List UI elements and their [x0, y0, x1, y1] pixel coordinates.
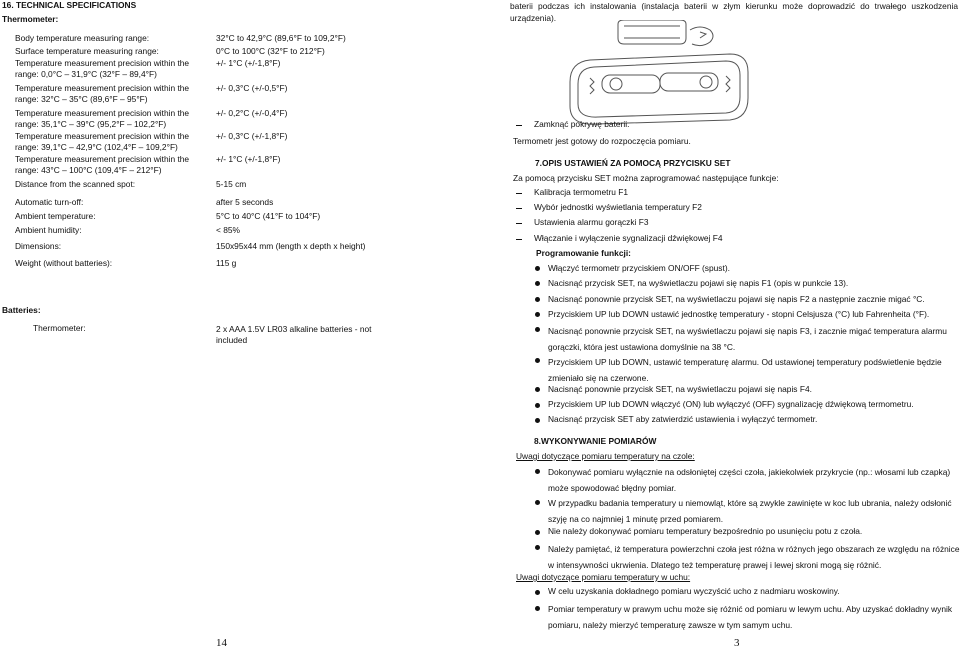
spec-value: +/- 1°C (+/-1,8°F) [216, 154, 281, 164]
spec-value: +/- 0,3°C (+/-1,8°F) [216, 131, 288, 141]
bullet-dot [535, 469, 540, 474]
list-item: Przyciskiem UP lub DOWN, ustawić temperaturę alarmu. Od ustawionej temperatury podświetlenie będzie zmieniało się na czerwone. [548, 357, 942, 383]
spec-label: Distance from the scanned spot: [15, 179, 136, 189]
spec-label: Temperature measurement precision within the range: 35,1°C – 39°C (95,2°F – 102,2°F) [15, 108, 190, 129]
section8-title: 8.WYKONYWANIE POMIARÓW [534, 436, 657, 446]
spec-value: 5-15 cm [216, 179, 247, 189]
spec-label: Temperature measurement precision within the range: 39,1°C – 42,9°C (102,4°F – 109,2°F) [15, 131, 190, 152]
spec-value: 150x95x44 mm (length x depth x height) [216, 241, 366, 251]
dash-bullet [516, 208, 522, 209]
spec-label: Temperature measurement precision within the range: 43°C – 100°C (109,4°F – 212°F) [15, 154, 190, 175]
list-item: Włączyć termometr przyciskiem ON/OFF (spust). [548, 263, 730, 273]
spec-value: 32°C to 42,9°C (89,6°F to 109,2°F) [216, 33, 346, 43]
bullet-dot [535, 297, 540, 302]
bullet-dot [535, 418, 540, 423]
list-item: Przyciskiem UP lub DOWN włączyć (ON) lub wyłączyć (OFF) sygnalizację dźwiękową termometru. [548, 399, 914, 409]
bullet-dot [535, 590, 540, 595]
bullet-dot [535, 266, 540, 271]
spec-value: < 85% [216, 225, 240, 235]
bullet-dot [535, 606, 540, 611]
list-item: Wybór jednostki wyświetlania temperatury F2 [534, 202, 702, 212]
spec-label: Surface temperature measuring range: [15, 46, 159, 56]
spec-label: Ambient humidity: [15, 225, 82, 235]
list-item: Nacisnąć ponownie przycisk SET, na wyświetlaczu pojawi się napis F4. [548, 384, 812, 394]
thermometer-title: Thermometer: [2, 14, 59, 24]
spec-value: 5°C to 40°C (41°F to 104°F) [216, 211, 321, 221]
programming-title: Programowanie funkcji: [536, 248, 631, 258]
intro-text: baterii podczas ich instalowania (instalacja baterii w złym kierunku może doprowadzić do trwałego uszkodzenia urządzenia). [510, 1, 958, 23]
page-number: 3 [734, 637, 740, 649]
bullet-dot [535, 312, 540, 317]
list-item: Nacisnąć przycisk SET, na wyświetlaczu pojawi się napis F1 (opis w punkcie 13). [548, 278, 849, 288]
spec-value: +/- 1°C (+/-1,8°F) [216, 58, 281, 68]
list-item: Pomiar temperatury w prawym uchu może się różnić od pomiaru w lewym uchu. Aby uzyskać dokładny wynik pomiaru, należy mierzyć temperaturę zawsze w tym samym uchu. [548, 604, 953, 630]
bullet-dot [535, 403, 540, 408]
bullet-dot [535, 530, 540, 535]
bullet-dot [535, 500, 540, 505]
section7-title: 7.OPIS USTAWIEŃ ZA POMOCĄ PRZYCISKU SET [535, 158, 731, 168]
list-item: Nacisnąć ponownie przycisk SET, na wyświetlaczu pojawi się napis F3, i zacznie migać temperatura alarmu gorączki, która jest ustawiona domyślnie na 38 °C. [548, 326, 947, 352]
list-item: Nie należy dokonywać pomiaru temperatury bezpośrednio po usunięciu potu z czoła. [548, 526, 863, 536]
bullet-dot [535, 545, 540, 550]
bullet-dot [535, 358, 540, 363]
spec-value: +/- 0,3°C (+/-0,5°F) [216, 83, 288, 93]
spec-label: Weight (without batteries): [15, 258, 113, 268]
spec-label: Temperature measurement precision within the range: 32°C – 35°C (89,6°F – 95°F) [15, 83, 190, 104]
list-item: Nacisnąć ponownie przycisk SET, na wyświetlaczu pojawi się napis F2 a następnie zacznie migać °C. [548, 294, 925, 304]
forehead-notes-title: Uwagi dotyczące pomiaru temperatury na czole: [516, 451, 695, 461]
page-number: 14 [216, 637, 227, 649]
list-item: Nacisnąć przycisk SET aby zatwierdzić ustawienia i wyłączyć termometr. [548, 414, 818, 424]
battery-compartment-illustration [560, 20, 760, 132]
spec-value: +/- 0,2°C (+/-0,4°F) [216, 108, 288, 118]
list-item: Dokonywać pomiaru wyłącznie na odsłoniętej części czoła, jakiekolwiek przykrycie (np.: włosami lub czapką) może spowodować błędny pomiar. [548, 467, 951, 493]
list-item: Należy pamiętać, iż temperatura powierzchni czoła jest różna w różnych jego obszarach ze względu na różnice w intensywności ukrwienia. Dlatego też temperaturę prawej i lewej skroni mogą się różnić. [548, 544, 960, 570]
spec-value: after 5 seconds [216, 197, 274, 207]
battery-label: Thermometer: [33, 323, 86, 333]
section7-intro: Za pomocą przycisku SET można zaprogramować następujące funkcje: [513, 173, 779, 183]
spec-label: Ambient temperature: [15, 211, 96, 221]
list-item: W celu uzyskania dokładnego pomiaru wyczyścić ucho z nadmiaru woskowiny. [548, 586, 840, 596]
section-title: 16. TECHNICAL SPECIFICATIONS [2, 0, 137, 10]
list-item: W przypadku badania temperatury u niemowląt, które są zwykle zawinięte w koc lub ubrania, należy odsłonić szyję na co najmniej 1 minutę przed pomiarem. [548, 498, 952, 524]
list-item: Przyciskiem UP lub DOWN ustawić jednostkę temperatury - stopni Celsjusza (°C) lub Fahrenheita (°F). [548, 309, 930, 319]
list-item: Kalibracja termometru F1 [534, 187, 629, 197]
batteries-title: Batteries: [2, 305, 41, 315]
battery-value: 2 x AAA 1.5V LR03 alkaline batteries - not included [216, 324, 372, 345]
dash-bullet [516, 193, 522, 194]
spec-value: 0°C to 100°C (32°F to 212°F) [216, 46, 325, 56]
spec-label: Dimensions: [15, 241, 62, 251]
dash-bullet [516, 223, 522, 224]
spec-label: Automatic turn-off: [15, 197, 84, 207]
spec-value: 115 g [216, 258, 237, 268]
ready-text: Termometr jest gotowy do rozpoczęcia pomiaru. [513, 136, 691, 146]
list-item: Ustawienia alarmu gorączki F3 [534, 217, 649, 227]
spec-label: Body temperature measuring range: [15, 33, 150, 43]
bullet-dot [535, 281, 540, 286]
spec-label: Temperature measurement precision within the range: 0,0°C – 31,9°C (32°F – 89,4°F) [15, 58, 190, 79]
bullet-dot [535, 327, 540, 332]
ear-notes-title: Uwagi dotyczące pomiaru temperatury w uchu: [516, 572, 691, 582]
dash-bullet [516, 125, 522, 126]
list-item: Włączanie i wyłączenie sygnalizacji dźwiękowej F4 [534, 233, 723, 243]
step-item: Zamknąć pokrywę baterii. [534, 119, 630, 129]
bullet-dot [535, 387, 540, 392]
dash-bullet [516, 239, 522, 240]
